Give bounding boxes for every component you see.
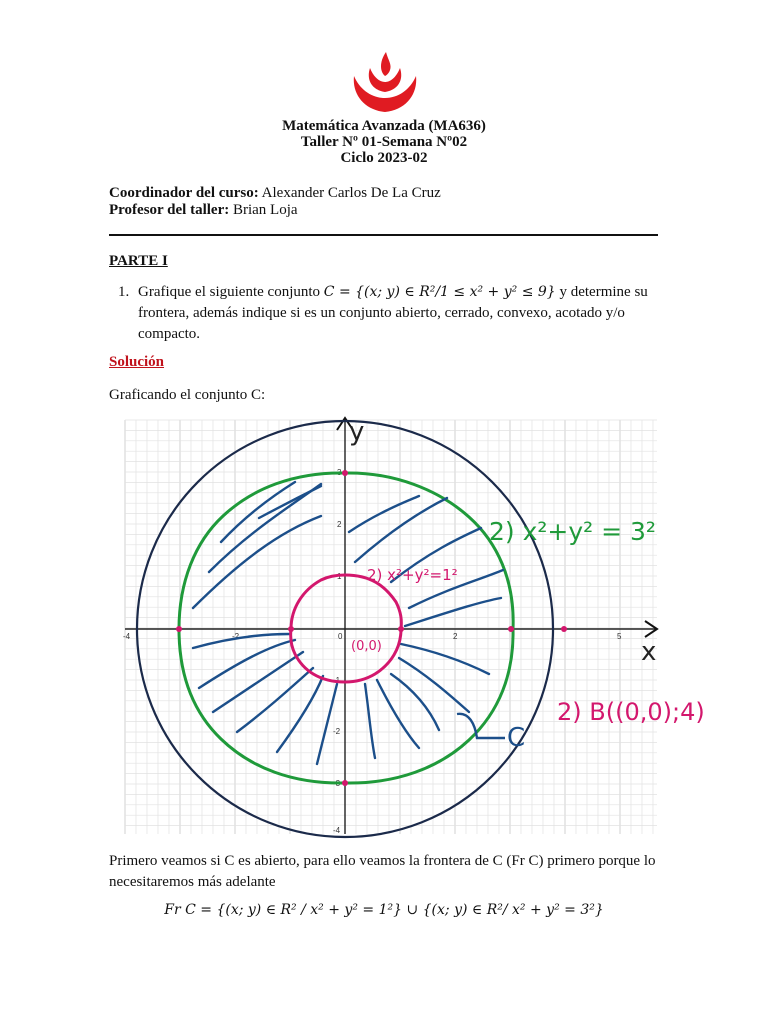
set-plot [109,412,705,840]
course-title: Matemática Avanzada (MA636) [282,118,486,134]
annotation-set-c: C [507,723,526,753]
point-pos-1-x [398,626,404,632]
tick-y-neg2: -2 [333,727,341,736]
question-number: 1. [118,284,130,300]
frontier-formula: Fr C = {(x; y) ∈ R² / x² + y² = 1²} ∪ {(x; y) ∈ R²/ x² + y² = 3²} [164,902,604,918]
cycle-title: Ciclo 2023-02 [340,150,428,166]
point-pos-4-x [561,626,567,632]
point-neg-3-x [176,626,182,632]
course-meta [109,185,441,219]
professor-label: Profesor del taller: [109,202,230,218]
coordinator-name: Alexander Carlos De La Cruz [258,185,441,201]
annotation-origin: (0,0) [351,639,382,654]
annotation-ball: 2) B((0,0);4) [557,698,705,726]
tick-y-1: 1 [337,572,342,581]
paragraph-open-check: Primero veamos si C es abierto, para ello veamos la frontera de C (Fr C) primero porque lo necesitaremos más adelante [109,853,656,890]
point-neg-1-x [288,626,294,632]
tick-y-neg1: -1 [333,676,341,685]
tick-y-2: 2 [337,520,342,529]
axis-label-x: x [641,637,657,667]
point-pos-3-y [342,470,348,476]
annotation-inner-equation: 2) x²+y²=1² [367,566,458,584]
document-header [0,118,768,166]
tick-y-neg4: -4 [333,826,341,835]
tick-x-5: 5 [617,632,622,641]
tick-x-2: 2 [453,632,458,641]
annotation-outer-equation: 2) x²+y² = 3² [489,517,656,546]
divider [109,234,658,236]
tick-x-neg4: -4 [123,632,131,641]
point-neg-3-y [342,780,348,786]
section-title: PARTE I [109,253,168,269]
question-text-b: y determine su frontera, además indique si es un conjunto abierto, cerrado, convexo, acotado y/o compacto. [138,284,648,342]
tick-y-3: 3 [337,468,342,477]
coordinator-label: Coordinador del curso: [109,185,259,201]
tick-y-neg3: -3 [333,779,341,788]
tick-x-neg2: -2 [232,632,240,641]
question-text-a: Grafique el siguiente conjunto [138,284,324,300]
graph-intro: Graficando el conjunto C: [109,387,266,403]
set-expression: C = {(x; y) ∈ R²/1 ≤ x² + y² ≤ 9} [323,284,556,300]
professor-name: Brian Loja [229,202,298,218]
question-text [138,282,686,345]
axis-label-y: y [349,417,365,447]
university-logo [344,50,426,114]
tick-x-0: 0 [338,632,343,641]
workshop-title: Taller Nº 01-Semana Nº02 [300,134,468,150]
point-pos-3-x [508,626,514,632]
solution-label: Solución [109,354,165,370]
